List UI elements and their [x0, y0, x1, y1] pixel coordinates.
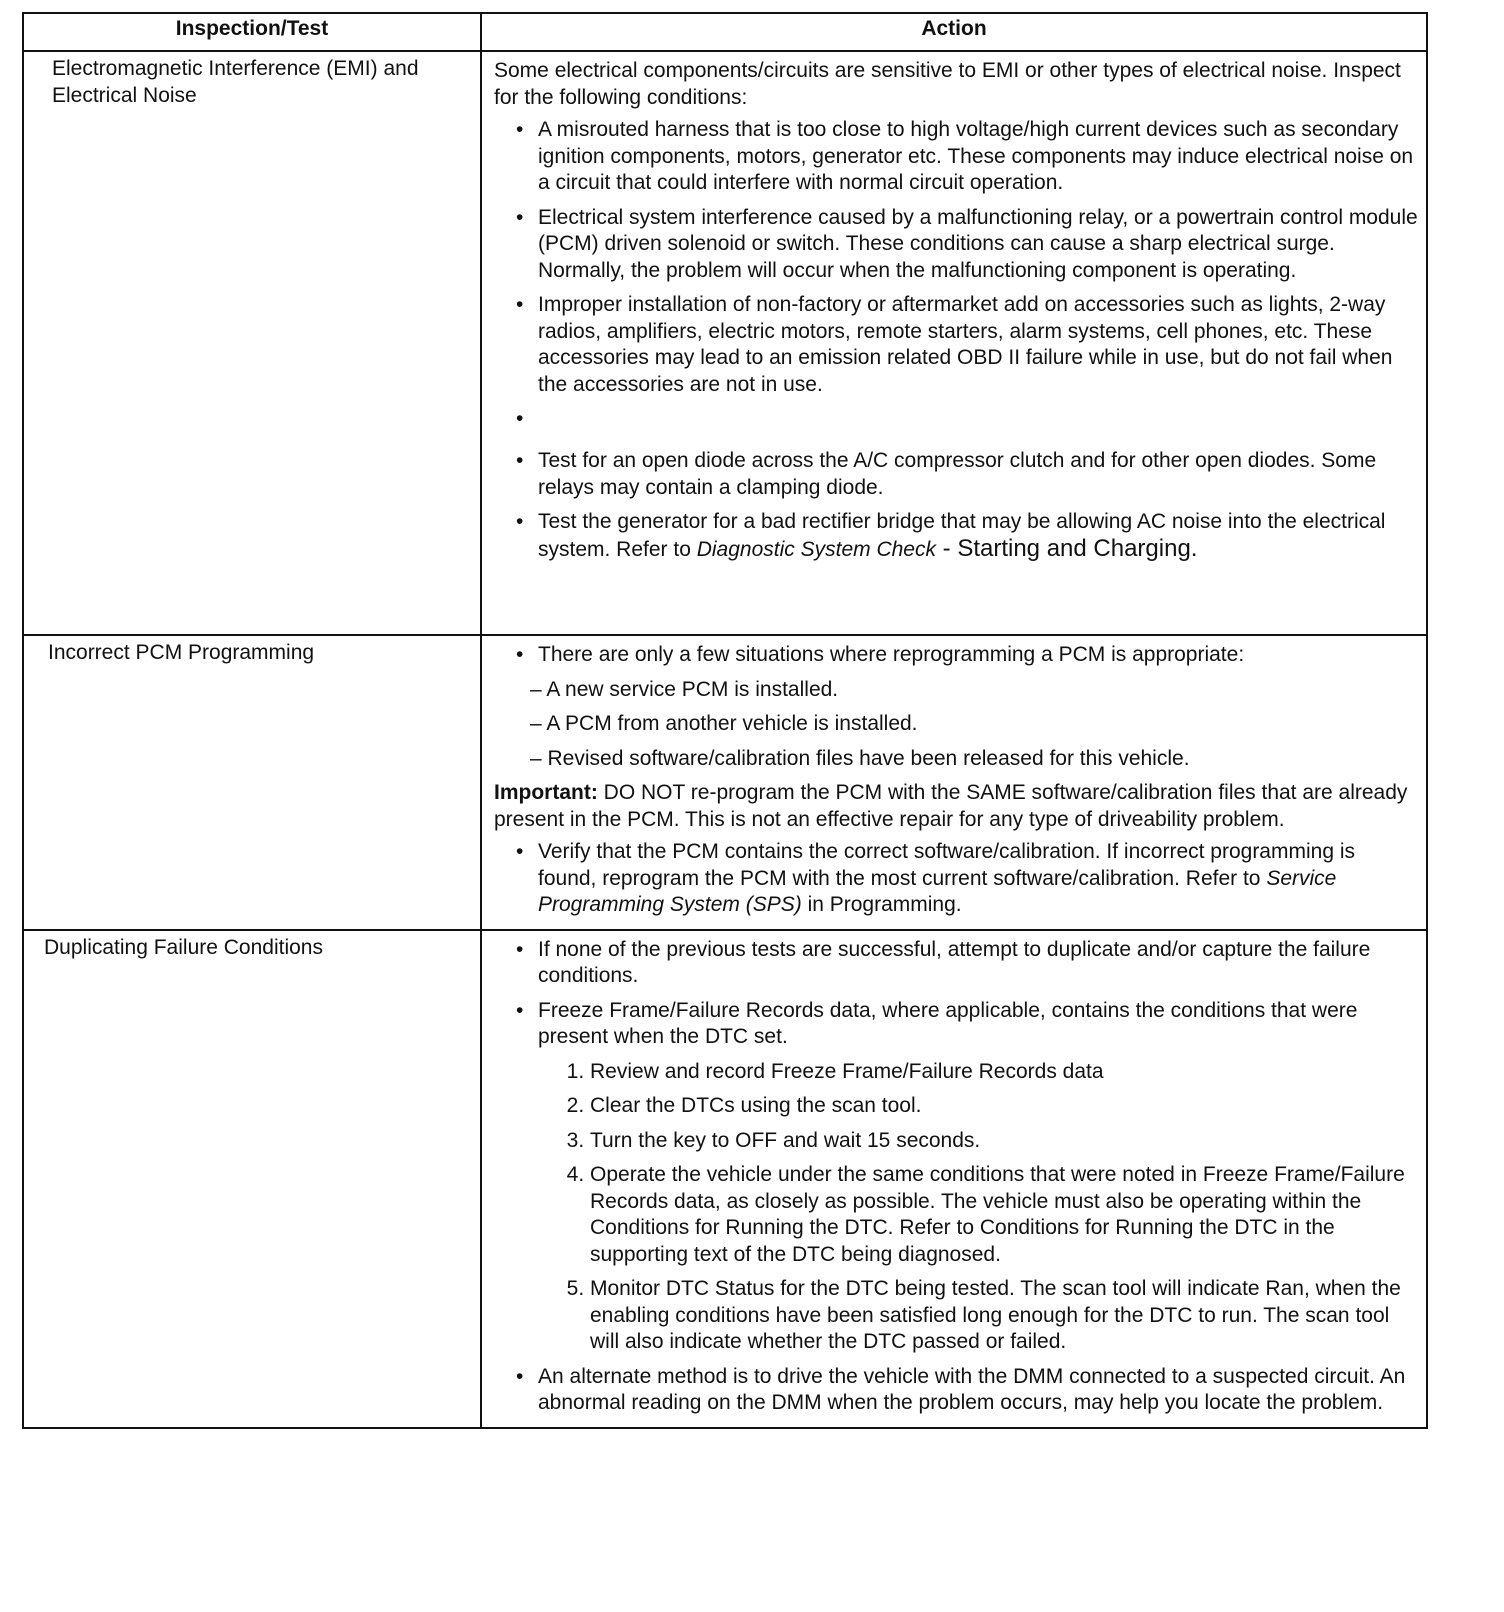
list-item: • Improper installation of non-factory or aftermarket add on accessories such as lights, 2-way radios, amplifiers, electric motors, remote starters, alarm systems, cell phones, etc. These accessories may lead to an emission related OBD II failure while in use, but do not fail when the accessories are not in use. — [538, 292, 1418, 398]
action-cell — [481, 930, 1427, 1428]
important-label: Important: — [494, 781, 598, 804]
bullet-list — [494, 839, 1418, 919]
test-name: Duplicating Failure Conditions — [23, 930, 481, 1428]
inspection-table — [22, 12, 1428, 1429]
dash-list — [530, 677, 1418, 773]
table-row — [23, 51, 1427, 635]
list-item: • Freeze Frame/Failure Records data, where applicable, contains the conditions that were present when the DTC set. — [538, 998, 1418, 1051]
bullet-list — [494, 642, 1418, 669]
test-name: Incorrect PCM Programming — [23, 635, 481, 930]
reference-link: Diagnostic System Check — [696, 537, 936, 561]
list-item: – A new service PCM is installed. — [530, 677, 839, 701]
table-row — [23, 930, 1427, 1428]
step-item: 2. Clear the DTCs using the scan tool. — [590, 1093, 1418, 1120]
list-item — [538, 839, 1418, 919]
action-cell — [481, 635, 1427, 930]
bullet-list — [494, 937, 1418, 1051]
text: in Programming. — [801, 893, 962, 916]
action-cell — [481, 51, 1427, 635]
header-row — [23, 13, 1427, 51]
text: A new service PCM is installed. — [546, 677, 839, 701]
important-note — [494, 780, 1418, 833]
intro-text: Some electrical components/circuits are sensitive to EMI or other types of electrical noise. Inspect for the following conditions: — [494, 59, 1401, 109]
header-action: Action — [481, 13, 1427, 51]
header-inspection-test: Inspection/Test — [23, 13, 481, 51]
text: - Starting and Charging. — [935, 534, 1198, 562]
spacer — [538, 406, 1418, 440]
bullet-list — [494, 1364, 1418, 1417]
table-row — [23, 635, 1427, 930]
text: Verify that the PCM contains the correct software/calibration. If incorrect programming is found, reprogram the PCM with the most current software/calibration. Refer to — [538, 840, 1356, 890]
text: Test the generator for a bad rectifier bridge that may be allowing AC noise into the electrical system. Refer to — [538, 510, 1386, 561]
step-item: 1. Review and record Freeze Frame/Failure Records data — [590, 1059, 1418, 1086]
list-item: • There are only a few situations where reprogramming a PCM is appropriate: — [538, 642, 1418, 669]
text: A PCM from another vehicle is installed. — [546, 712, 918, 735]
list-item: • An alternate method is to drive the vehicle with the DMM connected to a suspected circuit. An abnormal reading on the DMM when the problem occurs, may help you locate the problem. — [538, 1364, 1418, 1417]
list-item — [538, 509, 1418, 563]
list-item: • If none of the previous tests are successful, attempt to duplicate and/or capture the failure conditions. — [538, 937, 1418, 990]
text: DO NOT re-program the PCM with the SAME software/calibration files that are already present in the PCM. This is not an effective repair for any type of driveability problem. — [494, 781, 1408, 831]
bullet-list — [494, 117, 1418, 563]
list-item: – A PCM from another vehicle is installed. — [530, 712, 918, 735]
list-item: • A misrouted harness that is too close to high voltage/high current devices such as secondary ignition components, motors, generator etc. These components may induce electrical noise on a circuit that could interfere with normal circuit operation. — [538, 117, 1418, 197]
reference-link: Service Programming System (SPS) — [538, 866, 1337, 916]
text: Revised software/calibration files have been released for this vehicle. — [547, 746, 1190, 770]
list-item: • Test for an open diode across the A/C compressor clutch and for other open diodes. Some relays may contain a clamping diode. — [538, 448, 1418, 501]
numbered-steps — [554, 1059, 1418, 1356]
step-item: 5. Monitor DTC Status for the DTC being tested. The scan tool will indicate Ran, when the enabling conditions have been satisfied long enough for the DTC to run. The scan tool will also indicate whether the DTC passed or failed. — [590, 1276, 1418, 1356]
list-item: – Revised software/calibration files have been released for this vehicle. — [530, 746, 1190, 770]
list-item: • Electrical system interference caused by a malfunctioning relay, or a powertrain control module (PCM) driven solenoid or switch. These conditions can cause a sharp electrical surge. Normally, the problem will occur when the malfunctioning component is operating. — [538, 205, 1418, 285]
test-name: Electromagnetic Interference (EMI) and Electrical Noise — [23, 51, 481, 635]
step-item: 3. Turn the key to OFF and wait 15 seconds. — [590, 1128, 1418, 1155]
step-item: 4. Operate the vehicle under the same conditions that were noted in Freeze Frame/Failure Records data, as closely as possible. The vehicle must also be operating within the Conditions for Running the DTC. Refer to Conditions for Running the DTC in the supporting text of the DTC being diagnosed. — [590, 1162, 1418, 1268]
